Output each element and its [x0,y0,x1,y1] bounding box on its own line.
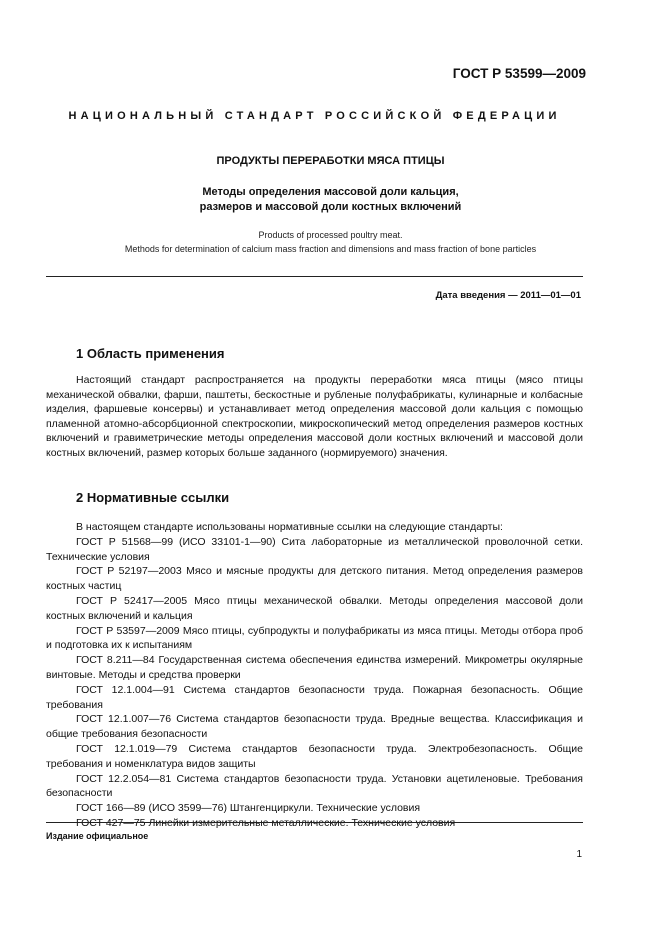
document-subtitle [0,185,661,215]
references-intro: В настоящем стандарте использованы нормативные ссылки на следующие стандарты: [76,521,503,533]
reference-item: ГОСТ 166—89 (ИСО 3599—76) Штангенциркули. Технические условия [76,802,421,815]
header-divider [46,276,583,277]
english-title [0,228,661,256]
subtitle-line-2: размеров и массовой доли костных включений [199,201,462,213]
reference-item: ГОСТ 12.1.007—76 Система стандартов безопасности труда. Вредные вещества. Классификация и общие требования безопасности [46,713,583,741]
reference-item: ГОСТ Р 52417—2005 Мясо птицы механической обвалки. Методы определения массовой доли костных включений и кальция [46,594,583,622]
national-standard-banner: НАЦИОНАЛЬНЫЙ СТАНДАРТ РОССИЙСКОЙ ФЕДЕРАЦИИ [68,110,561,122]
section-1-body: Настоящий стандарт распространяется на продукты переработки мяса птицы (мясо птицы механической обвалки, фарши, паштеты, бескостные и рубленые полуфабрикаты, кулинарные и колбасные изделия, фаршевые консервы) и устанавливает метод определения массовой доли кальция с помощью пламенной атомно-абсорбционной спектроскопии, микроскопический метод определения размеров костных включений и гравиметрические методы определения массовой доли костных включений и массовой доли костных включений, размер которых больше заданного (нормируемого) значения. [46,374,583,459]
normative-references [46,520,583,831]
page-number: 1 [576,849,582,860]
english-title-line-1: Products of processed poultry meat. [258,230,403,240]
document-title: ПРОДУКТЫ ПЕРЕРАБОТКИ МЯСА ПТИЦЫ [216,155,445,167]
reference-item: ГОСТ 12.2.054—81 Система стандартов безопасности труда. Установки ацетиленовые. Требования безопасности [46,772,583,800]
footer-divider [46,822,583,823]
reference-item: ГОСТ Р 51568—99 (ИСО 33101-1—90) Сита лабораторные из металлической проволочной сетки. Технические условия [46,535,583,563]
reference-item: ГОСТ Р 53597—2009 Мясо птицы, субпродукты и полуфабрикаты из мяса птицы. Методы отбора проб и подготовка их к испытаниям [46,624,583,652]
subtitle-line-1: Методы определения массовой доли кальция, [202,186,459,198]
section-1-text [46,373,583,461]
reference-item: ГОСТ 8.211—84 Государственная система обеспечения единства измерений. Микрометры окулярные винтовые. Методы и средства проверки [46,654,583,681]
standard-number: ГОСТ Р 53599—2009 [452,66,586,81]
introduction-date: Дата введения — 2011—01—01 [435,290,581,301]
reference-item: ГОСТ Р 52197—2003 Мясо и мясные продукты для детского питания. Метод определения размеров костных частиц [46,565,583,593]
section-1-heading: 1 Область применения [76,346,225,361]
reference-item: ГОСТ 12.1.019—79 Система стандартов безопасности труда. Электробезопасность. Общие требования и номенклатура видов защиты [46,742,583,770]
reference-item: ГОСТ 427—75 Линейки измерительные металлические. Технические условия [76,816,456,829]
section-2-heading: 2 Нормативные ссылки [76,490,230,505]
reference-item: ГОСТ 12.1.004—91 Система стандартов безопасности труда. Пожарная безопасность. Общие требования [46,683,583,711]
english-title-line-2: Methods for determination of calcium mass fraction and dimensions and mass fraction of bone particles [124,244,537,254]
edition-label: Издание официальное [46,831,149,841]
